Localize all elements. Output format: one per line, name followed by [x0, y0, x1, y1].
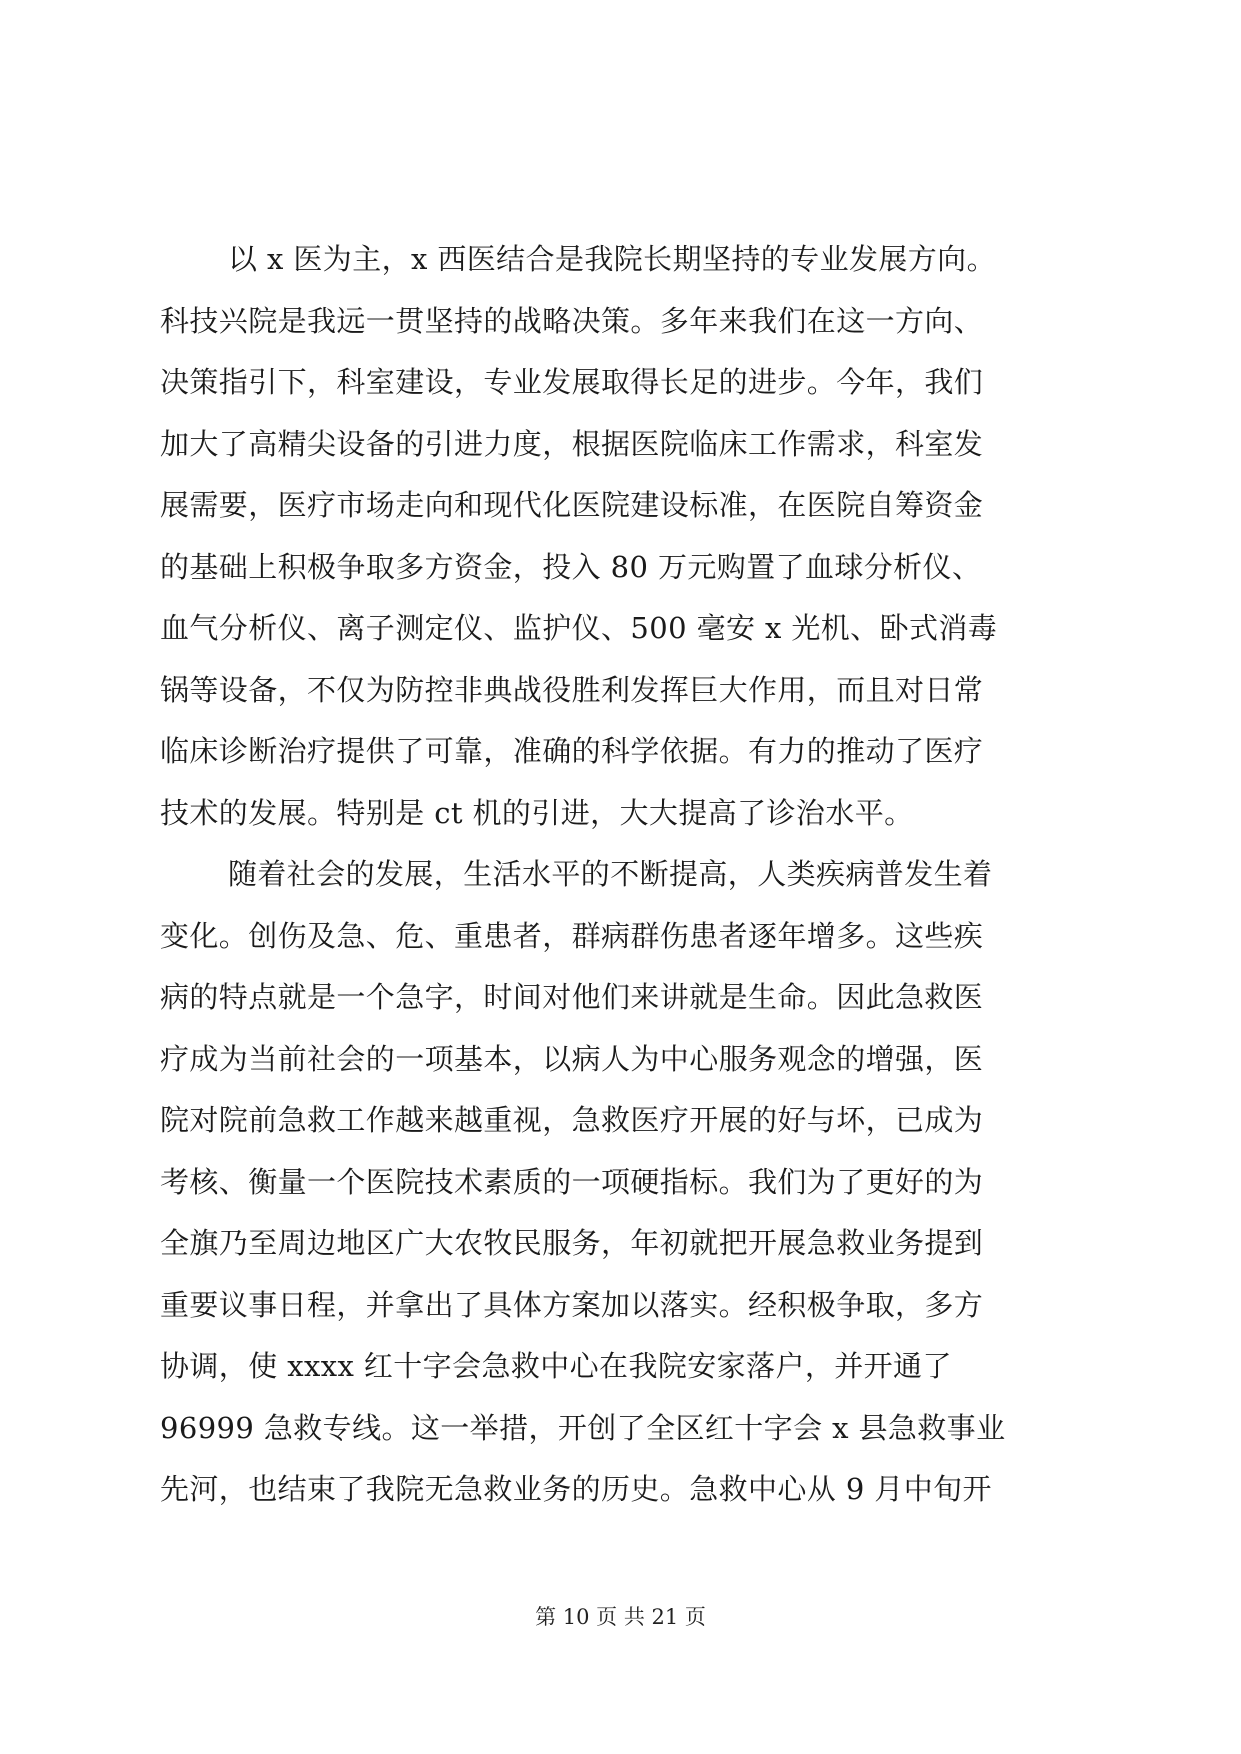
text-line: 全旗乃至周边地区广大农牧民服务，年初就把开展急救业务提到: [160, 1226, 984, 1260]
text-line: 决策指引下，科室建设，专业发展取得长足的进步。今年，我们: [160, 365, 984, 399]
document-body: [160, 229, 1090, 1521]
text-line: 先河，也结束了我院无急救业务的历史。急救中心从 9 月中旬开: [160, 1472, 992, 1506]
text-line: 血气分析仪、离子测定仪、监护仪、500 毫安 x 光机、卧式消毒: [160, 611, 998, 645]
text-line: 协调，使 xxxx 红十字会急救中心在我院安家落户，并开通了: [160, 1349, 952, 1383]
text-line: 疗成为当前社会的一项基本，以病人为中心服务观念的增强，医: [160, 1041, 984, 1076]
text-line: 展需要，医疗市场走向和现代化医院建设标准，在医院自筹资金: [160, 488, 984, 522]
paragraph-1: [160, 229, 1090, 844]
text-line: 病的特点就是一个急字，时间对他们来讲就是生命。因此急救医: [160, 980, 984, 1014]
text-line: 的基础上积极争取多方资金，投入 80 万元购置了血球分析仪、: [160, 549, 982, 584]
paragraph-2: [160, 844, 1090, 1521]
text-line: 随着社会的发展，生活水平的不断提高，人类疾病普发生着: [228, 857, 993, 891]
text-line: 以 x 医为主，x 西医结合是我院长期坚持的专业发展方向。: [228, 242, 996, 276]
page-number-footer: 第 10 页 共 21 页: [535, 1605, 706, 1629]
text-line: 加大了高精尖设备的引进力度，根据医院临床工作需求，科室发: [160, 426, 984, 461]
text-line: 技术的发展。特别是 ct 机的引进，大大提高了诊治水平。: [160, 795, 914, 830]
text-line: 院对院前急救工作越来越重视，急救医疗开展的好与坏，已成为: [160, 1103, 984, 1137]
text-line: 变化。创伤及急、危、重患者，群病群伤患者逐年增多。这些疾: [160, 918, 984, 953]
text-line: 锅等设备，不仅为防控非典战役胜利发挥巨大作用，而且对日常: [160, 672, 984, 707]
text-line: 重要议事日程，并拿出了具体方案加以落实。经积极争取，多方: [160, 1287, 984, 1322]
text-line: 临床诊断治疗提供了可靠，准确的科学依据。有力的推动了医疗: [160, 734, 984, 768]
text-line: 科技兴院是我远一贯坚持的战略决策。多年来我们在这一方向、: [160, 303, 984, 338]
text-line: 96999 急救专线。这一举措，开创了全区红十字会 x 县急救事业: [160, 1410, 1006, 1445]
text-line: 考核、衡量一个医院技术素质的一项硬指标。我们为了更好的为: [160, 1164, 984, 1199]
